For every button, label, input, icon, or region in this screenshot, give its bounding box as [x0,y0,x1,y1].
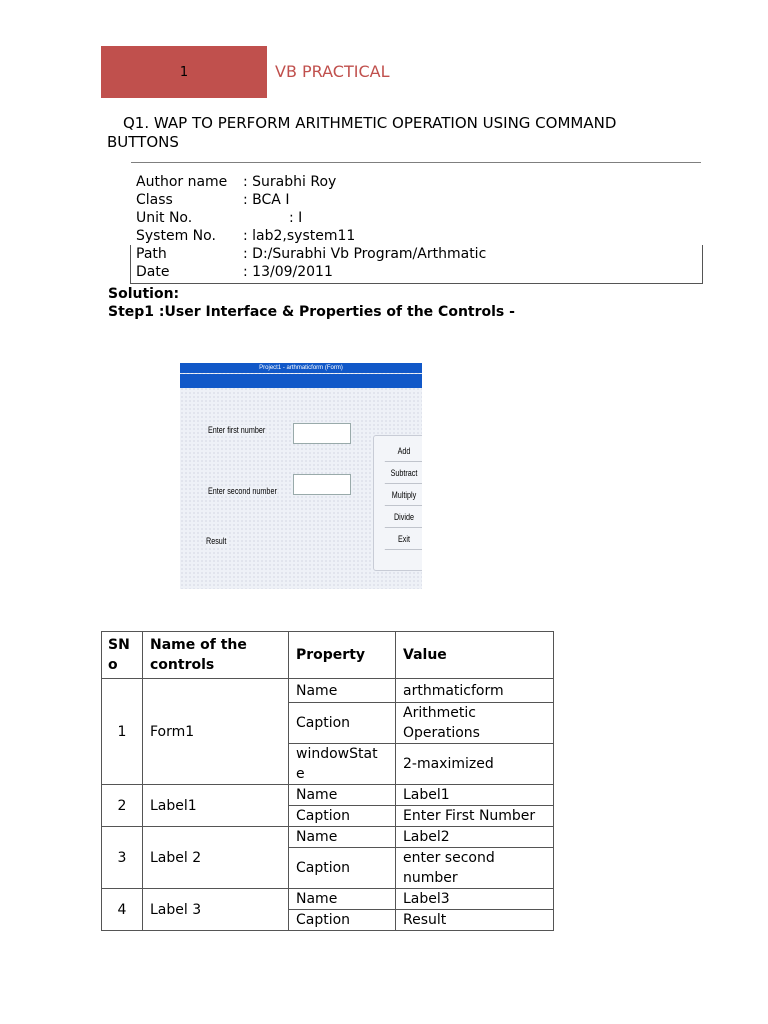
properties-table [101,631,554,931]
meta-key: Path [136,246,167,262]
meta-row [136,209,486,227]
cell-value: arthmaticform [396,679,554,703]
form-add-button: Add [385,441,422,462]
step1-heading: Step1 :User Interface & Properties of the Controls - [108,304,515,320]
cell-control: Label 3 [143,889,289,931]
meta-value: : I [289,210,303,226]
meta-key: Date [136,264,170,280]
question-line-2: BUTTONS [107,133,179,151]
cell-property: Name [289,827,396,848]
path-date-box [130,245,703,284]
solution-heading: Solution: [108,286,180,302]
cell-value: Result [396,910,554,931]
cell-property: Name [289,785,396,806]
table-header-row [102,632,554,679]
form-multiply-button: Multiply [385,485,422,506]
table-row [102,679,554,703]
cell-control: Label1 [143,785,289,827]
form-label-first: Enter first number [208,425,266,435]
cell-property: Caption [289,910,396,931]
cell-value: enter second number [396,848,554,889]
meta-value: : Surabhi Roy [243,174,337,190]
cell-property: Caption [289,806,396,827]
form-designer-screenshot [180,363,422,589]
header-property: Property [289,632,396,679]
form-label-second: Enter second number [208,486,277,496]
meta-value: : 13/09/2011 [243,264,333,280]
form-exit-button: Exit [385,529,422,550]
meta-value: : lab2,system11 [243,228,356,244]
cell-property: Name [289,679,396,703]
cell-control: Form1 [143,679,289,785]
cell-value: Enter First Number [396,806,554,827]
question-line-1: Q1. WAP TO PERFORM ARITHMETIC OPERATION USING COMMAND [123,114,617,132]
table-row [102,827,554,848]
question-title [107,114,707,152]
cell-control: Label 2 [143,827,289,889]
cell-value: 2-maximized [396,744,554,785]
form-divide-button: Divide [385,507,422,528]
form-menu-bar [180,374,422,388]
cell-property: Caption [289,848,396,889]
header-control: Name of the controls [143,632,289,679]
header-value: Value [396,632,554,679]
cell-sn: 3 [102,827,143,889]
cell-property: Name [289,889,396,910]
form-label-result: Result [206,536,227,546]
meta-row [136,191,486,209]
page-title: VB PRACTICAL [275,62,390,81]
meta-key: Unit No. [136,210,193,226]
meta-key: Author name [136,174,228,190]
form-subtract-button: Subtract [385,463,422,484]
cell-sn: 4 [102,889,143,931]
solution-section [108,285,515,321]
cell-value: Arithmetic Operations [396,703,554,744]
page-number: 1 [179,64,189,80]
cell-value: Label3 [396,889,554,910]
meta-key: System No. [136,228,216,244]
cell-property: Caption [289,703,396,744]
meta-value: : D:/Surabhi Vb Program/Arthmatic [243,246,487,262]
cell-property: windowStat e [289,744,396,785]
header-sn: SN o [102,632,143,679]
meta-key: Class [136,192,173,208]
cell-value: Label2 [396,827,554,848]
table-row [102,889,554,910]
cell-sn: 2 [102,785,143,827]
cell-value: Label1 [396,785,554,806]
form-textbox-first [293,423,351,444]
form-textbox-second [293,474,351,495]
form-title-bar: Project1 - arthmaticform (Form) [180,363,422,373]
meta-row [136,227,486,245]
meta-value: : BCA I [243,192,290,208]
page-number-box [101,46,267,98]
table-row [102,785,554,806]
divider [131,162,701,163]
meta-row [136,173,486,191]
cell-sn: 1 [102,679,143,785]
